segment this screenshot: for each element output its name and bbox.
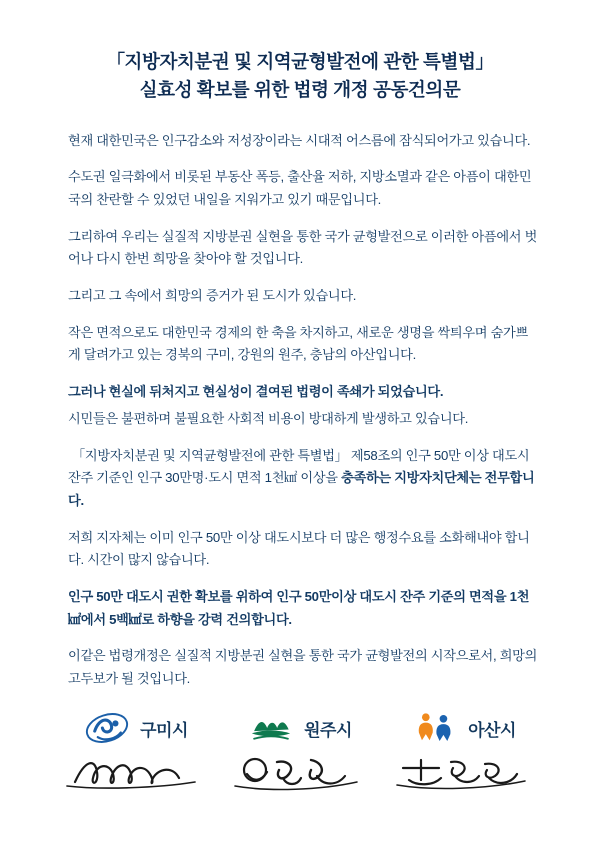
title-line-2: 실효성 확보를 위한 법령 개정 공동건의문	[139, 78, 461, 100]
paragraph-1: 현재 대한민국은 인구감소와 저성장이라는 시대적 어스름에 잠식되어가고 있습니다.	[68, 132, 531, 148]
wonju-logo-row	[248, 708, 352, 748]
gumi-city-label: 구미시	[140, 720, 188, 740]
wonju-city-label: 원주시	[304, 720, 352, 740]
gumi-logo-row	[84, 708, 188, 748]
gumi-city-logo-icon	[84, 708, 130, 748]
signatories-row	[54, 708, 546, 792]
document-title	[54, 48, 546, 104]
paragraph-9: 저희 지자체는 이미 인구 50만 이상 대도시보다 더 많은 행정수요를 소화해내야 합니다. 시간이 많지 않습니다.	[68, 529, 530, 568]
signatory-asan	[382, 708, 546, 792]
paragraph-7: 시민들은 불편하며 불필요한 사회적 비용이 방대하게 발생하고 있습니다.	[68, 410, 469, 426]
signatory-wonju	[218, 708, 382, 792]
paragraph-3: 그리하여 우리는 실질적 지방분권 실현을 통한 국가 균형발전으로 이러한 아픔에서 벗어나 다시 한번 희망을 찾아야 할 것입니다.	[68, 228, 538, 267]
document-body	[54, 130, 546, 691]
paragraph-5: 작은 면적으로도 대한민국 경제의 한 축을 차지하고, 새로운 생명을 싹틔우며 숨가쁘게 달려가고 있는 경북의 구미, 강원의 원주, 충남의 아산입니다.	[68, 324, 528, 363]
paragraph-8-law-clause	[68, 445, 540, 513]
paragraph-8-plain: 「지방자치분권 및 지역균형발전에 관한 특별법」 제58조의 인구 50만 이상 대도시 잔주 기준인 인구 30만명·도시 면적 1천㎢ 이상을	[68, 447, 530, 486]
paragraph-6-emphasis: 그러나 현실에 뒤처지고 현실성이 결여된 법령이 족쇄가 되었습니다.	[68, 384, 444, 400]
asan-logo-row	[412, 708, 516, 748]
paragraph-10-request: 인구 50만 대도시 권한 확보를 위하여 인구 50만이상 대도시 잔주 기준의 면적을 1천㎢에서 5백㎢로 하향을 강력 건의합니다.	[68, 589, 530, 627]
asan-city-logo-icon	[412, 708, 458, 748]
signatory-gumi	[54, 708, 218, 792]
title-line-1: 「지방자치분권 및 지역균형발전에 관한 특별법」	[106, 51, 494, 72]
wonju-city-logo-icon	[248, 708, 294, 748]
paragraph-11-closing: 이같은 법령개정은 실질적 지방분권 실현을 통한 국가 균형발전의 시작으로서, 희망의 고두보가 될 것입니다.	[68, 648, 538, 687]
paragraph-4: 그리고 그 속에서 희망의 증거가 된 도시가 있습니다.	[68, 288, 357, 304]
paragraph-2: 수도권 일극화에서 비롯된 부동산 폭등, 출산율 저하, 지방소멸과 같은 아픔이 대한민국의 찬란할 수 있었던 내일을 지워가고 있기 때문입니다.	[68, 169, 532, 207]
wonju-mayor-signature-icon	[225, 752, 375, 792]
asan-mayor-signature-icon	[389, 752, 539, 792]
gumi-mayor-signature-icon	[61, 752, 211, 792]
asan-city-label: 아산시	[468, 720, 516, 740]
paragraph-8-bold: 충족하는 지방자치단체는 전무합니다.	[68, 470, 535, 508]
